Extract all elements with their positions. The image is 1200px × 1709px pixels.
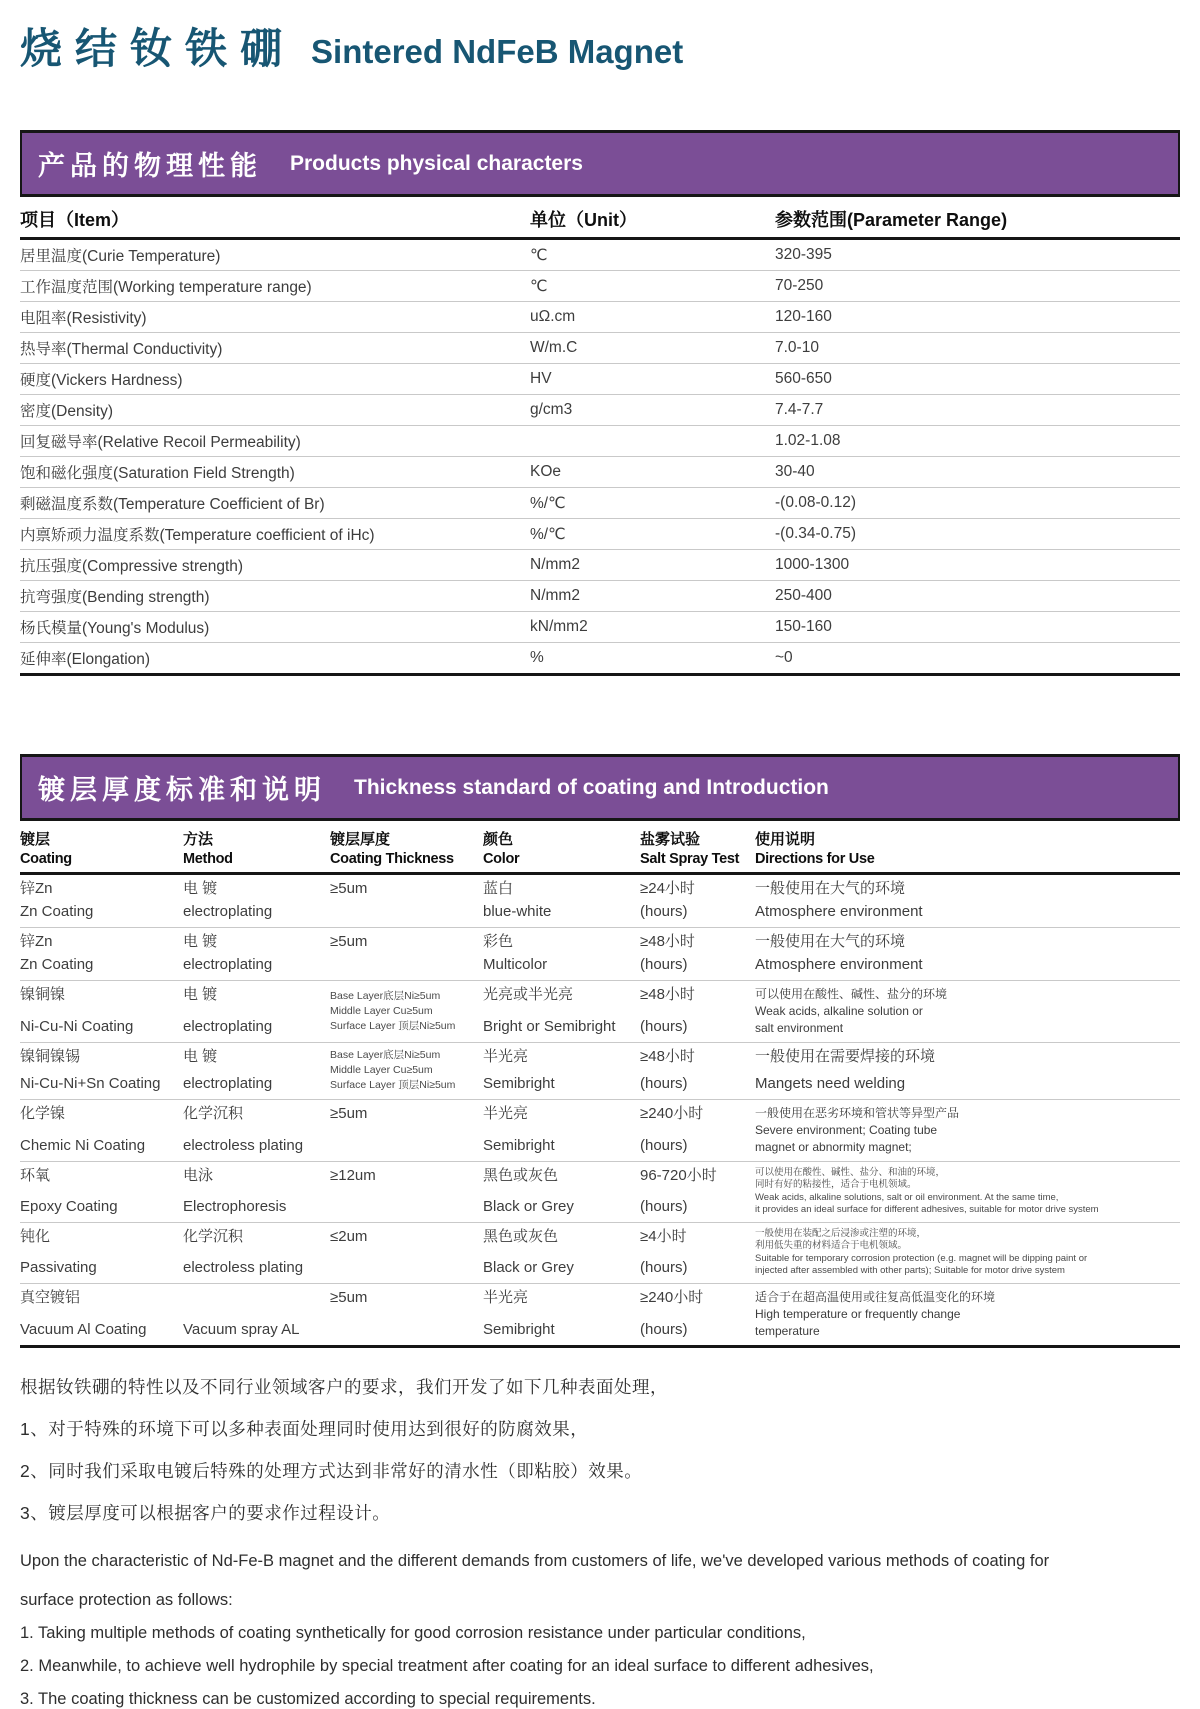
physical-cell-item: 内禀矫顽力温度系数(Temperature coefficient of iHc) [20, 527, 375, 544]
page-title-en: Sintered NdFeB Magnet [311, 33, 684, 70]
coating-cell-directions [755, 1105, 1180, 1156]
physical-cell-range: 7.0-10 [775, 339, 819, 356]
method-cn: 电泳 [183, 1166, 214, 1184]
coating-table-row [20, 1043, 1180, 1100]
coating-en: Ni-Cu-Ni+Sn Coating [20, 1074, 161, 1092]
physical-table-row [20, 302, 1180, 333]
coating-header-directions [755, 831, 1180, 868]
color-cn: 光亮或半光亮 [483, 985, 574, 1003]
thickness-line: Middle Layer Cu≥5um [330, 1064, 433, 1077]
directions-line: Mangets need welding [755, 1074, 906, 1092]
coating-cell-directions [755, 986, 1180, 1037]
physical-cell-range: -(0.34-0.75) [775, 525, 856, 542]
coating-cell-directions [755, 1228, 1180, 1278]
banner-physical-cn: 产品的物理性能 [38, 151, 262, 181]
coating-table-row [20, 1223, 1180, 1284]
coating-cell-directions [755, 1048, 1180, 1094]
method-en: electroless plating [183, 1258, 304, 1276]
method-cn: 电 镀 [183, 1047, 218, 1065]
physical-cell-item: 回复磁导率(Relative Recoil Permeability) [20, 434, 301, 451]
coating-cell-method [183, 1228, 330, 1278]
coating-header-directions-en: Directions for Use [755, 850, 875, 867]
coating-table-row [20, 875, 1180, 928]
method-en: electroplating [183, 1074, 273, 1092]
physical-cell-item: 热导率(Thermal Conductivity) [20, 341, 223, 358]
salt-en: (hours) [640, 1258, 688, 1276]
coating-cell-method [183, 1167, 330, 1217]
physical-cell-range: 250-400 [775, 587, 832, 604]
method-en: Electrophoresis [183, 1197, 287, 1215]
note-en-intro: Upon the characteristic of Nd-Fe-B magnet and the different demands from customers of life, we've developed various methods of coating for surface protection as follows: [20, 1551, 1050, 1609]
coating-header-thickness-en: Coating Thickness [330, 850, 454, 867]
physical-table [20, 199, 1180, 676]
notes-english [20, 1542, 1180, 1709]
physical-cell-range: 560-650 [775, 370, 832, 387]
thickness-line: ≤2um [330, 1227, 368, 1245]
directions-line: Severe environment; Coating tube [755, 1122, 938, 1137]
coating-cell-color [483, 880, 640, 922]
salt-cn: ≥4小时 [640, 1227, 687, 1245]
coating-table-body [20, 875, 1180, 1348]
thickness-line: ≥12um [330, 1166, 376, 1184]
coating-cell-coating [20, 1048, 183, 1094]
note-cn-line: 3、镀层厚度可以根据客户的要求作过程设计。 [20, 1502, 391, 1523]
directions-line: 利用低失重的材料适合于电机领域。 [755, 1240, 908, 1252]
physical-table-row [20, 364, 1180, 395]
thickness-line: ≥5um [330, 1288, 368, 1306]
color-cn: 彩色 [483, 932, 514, 950]
note-cn-line: 1、对于特殊的环境下可以多种表面处理同时使用达到很好的防腐效果， [20, 1418, 589, 1439]
physical-cell-range: ~0 [775, 649, 793, 666]
directions-line: Atmosphere environment [755, 903, 923, 921]
directions-line: magnet or abnormity magnet; [755, 1139, 912, 1154]
coating-cell-color [483, 986, 640, 1037]
color-cn: 蓝白 [483, 879, 514, 897]
directions-line: salt environment [755, 1020, 844, 1035]
coating-cell-color [483, 1048, 640, 1094]
physical-cell-unit: KOe [530, 463, 562, 480]
banner-physical-en: Products physical characters [290, 151, 583, 175]
physical-cell-unit: ℃ [530, 277, 548, 295]
physical-cell-unit: g/cm3 [530, 401, 573, 418]
coating-table-header [20, 823, 1180, 875]
physical-cell-range: 1.02-1.08 [775, 432, 841, 449]
physical-header-unit: 单位（Unit） [530, 210, 637, 230]
coating-cell-directions [755, 933, 1180, 975]
coating-cell-salt [640, 1289, 755, 1340]
thickness-line: ≥5um [330, 932, 368, 950]
coating-header-thickness-cn: 镀层厚度 [330, 831, 391, 848]
coating-cell-method [183, 933, 330, 975]
coating-header-method [183, 831, 330, 868]
coating-cn: 镍铜镍 [20, 985, 66, 1003]
coating-cell-coating [20, 1228, 183, 1278]
coating-cell-coating [20, 1289, 183, 1340]
physical-cell-unit: N/mm2 [530, 556, 580, 573]
color-cn: 半光亮 [483, 1104, 529, 1122]
coating-cell-salt [640, 1105, 755, 1156]
directions-line: Suitable for temporary corrosion protection (e.g. magnet will be dipping paint or [755, 1252, 1088, 1264]
note-en-item: 2. Meanwhile, to achieve well hydrophile by special treatment after coating for an ideal surface to different adhesives, [20, 1656, 874, 1675]
physical-table-row [20, 612, 1180, 643]
physical-cell-item: 工作温度范围(Working temperature range) [20, 279, 312, 296]
coating-header-color-en: Color [483, 850, 520, 867]
directions-line: injected after assembled with other parts); Suitable for motor drive system [755, 1265, 1065, 1277]
physical-cell-item: 抗弯强度(Bending strength) [20, 589, 210, 606]
physical-table-row [20, 643, 1180, 673]
method-en: electroplating [183, 903, 273, 921]
banner-coating-cn: 镀层厚度标准和说明 [38, 775, 326, 805]
coating-cell-color [483, 1228, 640, 1278]
coating-cell-thickness [330, 1228, 483, 1278]
coating-cell-method [183, 986, 330, 1037]
directions-line: 适合于在超高温使用或往复高低温变化的环境 [755, 1289, 996, 1304]
coating-header-coating-cn: 镀层 [20, 831, 51, 848]
coating-cell-color [483, 1289, 640, 1340]
coating-table-row [20, 928, 1180, 981]
physical-table-row [20, 457, 1180, 488]
coating-cell-directions [755, 1289, 1180, 1340]
coating-cell-method [183, 1105, 330, 1156]
color-en: Semibright [483, 1321, 555, 1339]
physical-cell-range: 150-160 [775, 618, 832, 635]
physical-cell-item: 居里温度(Curie Temperature) [20, 248, 221, 265]
physical-cell-item: 抗压强度(Compressive strength) [20, 558, 244, 575]
directions-line: temperature [755, 1323, 820, 1338]
coating-table-row [20, 1100, 1180, 1162]
coating-header-method-cn: 方法 [183, 831, 214, 848]
thickness-line: ≥5um [330, 879, 368, 897]
physical-cell-unit: kN/mm2 [530, 618, 588, 635]
color-en: Black or Grey [483, 1197, 574, 1215]
note-cn-line: 根据钕铁硼的特性以及不同行业领域客户的要求，我们开发了如下几种表面处理， [20, 1376, 668, 1397]
coating-header-thickness [330, 831, 483, 868]
coating-cn: 真空镀铝 [20, 1288, 81, 1306]
color-en: blue-white [483, 903, 552, 921]
coating-header-method-en: Method [183, 850, 233, 867]
coating-cell-method [183, 1048, 330, 1094]
coating-cell-thickness [330, 933, 483, 975]
thickness-line: Middle Layer Cu≥5um [330, 1004, 433, 1017]
coating-cn: 镍铜镍锡 [20, 1047, 81, 1065]
physical-cell-unit: ℃ [530, 246, 548, 264]
salt-en: (hours) [640, 1197, 688, 1215]
physical-cell-range: 30-40 [775, 463, 815, 480]
physical-cell-unit: uΩ.cm [530, 308, 576, 325]
physical-cell-unit: %/℃ [530, 494, 566, 512]
thickness-line: Base Layer底层Ni≥5um [330, 1048, 441, 1061]
coating-cell-salt [640, 1228, 755, 1278]
coating-cell-color [483, 1167, 640, 1217]
coating-cell-directions [755, 1167, 1180, 1217]
thickness-line: Surface Layer 顶层Ni≥5um [330, 1079, 456, 1092]
physical-table-body [20, 240, 1180, 676]
directions-line: Weak acids, alkaline solutions, salt or oil environment. At the same time, [755, 1191, 1059, 1203]
coating-header-directions-cn: 使用说明 [755, 831, 816, 848]
coating-cn: 环氧 [20, 1166, 51, 1184]
coating-header-color-cn: 颜色 [483, 831, 514, 848]
physical-table-row [20, 240, 1180, 271]
physical-cell-unit: N/mm2 [530, 587, 580, 604]
coating-table-row [20, 981, 1180, 1043]
color-en: Black or Grey [483, 1258, 574, 1276]
coating-cn: 锌Zn [20, 879, 53, 897]
coating-en: Epoxy Coating [20, 1197, 118, 1215]
coating-header-salt-cn: 盐雾试验 [640, 831, 701, 848]
physical-cell-item: 电阻率(Resistivity) [20, 310, 147, 327]
method-en: electroless plating [183, 1136, 304, 1154]
coating-cell-thickness [330, 986, 483, 1037]
color-en: Semibright [483, 1136, 555, 1154]
directions-line: Weak acids, alkaline solution or [755, 1003, 923, 1018]
note-cn-line: 2、同时我们采取电镀后特殊的处理方式达到非常好的清水性（即粘胶）效果。 [20, 1460, 643, 1481]
note-en-item: 3. The coating thickness can be customized according to special requirements. [20, 1689, 596, 1708]
coating-en: Vacuum Al Coating [20, 1321, 147, 1339]
page-title-cn: 烧结钕铁硼 [20, 25, 296, 72]
coating-cell-thickness [330, 1289, 483, 1340]
physical-cell-range: 1000-1300 [775, 556, 850, 573]
physical-cell-unit: HV [530, 370, 552, 387]
coating-cell-method [183, 880, 330, 922]
method-cn: 化学沉积 [183, 1227, 244, 1245]
page [0, 16, 1200, 1709]
coating-cell-thickness [330, 880, 483, 922]
coating-cell-salt [640, 1167, 755, 1217]
coating-cell-color [483, 933, 640, 975]
salt-cn: ≥48小时 [640, 985, 695, 1003]
physical-cell-item: 延伸率(Elongation) [20, 651, 151, 668]
coating-cell-coating [20, 1167, 183, 1217]
coating-header-coating-en: Coating [20, 850, 72, 867]
coating-cell-salt [640, 933, 755, 975]
directions-line: 一般使用在大气的环境 [755, 879, 906, 897]
salt-cn: ≥24小时 [640, 879, 695, 897]
salt-cn: ≥48小时 [640, 932, 695, 950]
method-cn: 电 镀 [183, 879, 218, 897]
coating-table-row [20, 1284, 1180, 1345]
physical-table-row [20, 271, 1180, 302]
directions-line: 可以使用在酸性、碱性、盐分、和油的环境， [755, 1166, 946, 1178]
thickness-line: Surface Layer 顶层Ni≥5um [330, 1020, 456, 1033]
physical-table-row [20, 333, 1180, 364]
physical-cell-unit: %/℃ [530, 525, 566, 543]
directions-line: 一般使用在装配之后浸渗或注塑的环境， [755, 1227, 927, 1239]
coating-header-salt [640, 831, 755, 868]
color-en: Bright or Semibright [483, 1018, 616, 1036]
doc-title [20, 16, 1180, 76]
physical-table-row [20, 550, 1180, 581]
physical-cell-range: 70-250 [775, 277, 824, 294]
salt-en: (hours) [640, 903, 688, 921]
thickness-line: ≥5um [330, 1104, 368, 1122]
physical-cell-range: 120-160 [775, 308, 832, 325]
physical-cell-range: 320-395 [775, 246, 832, 263]
coating-cell-thickness [330, 1167, 483, 1217]
physical-table-row [20, 519, 1180, 550]
method-en: electroplating [183, 1018, 273, 1036]
color-cn: 黑色或灰色 [483, 1166, 559, 1184]
coating-cell-coating [20, 880, 183, 922]
directions-line: 可以使用在酸性、碱性、盐分的环境 [755, 986, 948, 1001]
physical-table-row [20, 426, 1180, 457]
physical-header-range: 参数范围(Parameter Range) [775, 210, 1008, 230]
physical-table-header [20, 199, 1180, 240]
physical-cell-range: -(0.08-0.12) [775, 494, 856, 511]
coating-cell-salt [640, 1048, 755, 1094]
physical-cell-item: 饱和磁化强度(Saturation Field Strength) [20, 465, 295, 482]
coating-cell-coating [20, 986, 183, 1037]
physical-table-row [20, 488, 1180, 519]
notes-chinese [20, 1374, 1180, 1525]
coating-cell-salt [640, 880, 755, 922]
physical-table-row [20, 395, 1180, 426]
coating-table-row [20, 1162, 1180, 1223]
coating-cn: 化学镍 [20, 1104, 66, 1122]
color-en: Multicolor [483, 956, 548, 974]
method-cn: 电 镀 [183, 932, 218, 950]
directions-line: 同时有好的粘接性，适合于电机领域。 [755, 1179, 917, 1191]
color-cn: 黑色或灰色 [483, 1227, 559, 1245]
physical-table-row [20, 581, 1180, 612]
color-cn: 半光亮 [483, 1288, 529, 1306]
method-cn: 电 镀 [183, 985, 218, 1003]
physical-cell-item: 硬度(Vickers Hardness) [20, 372, 183, 389]
salt-en: (hours) [640, 956, 688, 974]
coating-en: Ni-Cu-Ni Coating [20, 1018, 134, 1036]
coating-cell-color [483, 1105, 640, 1156]
coating-cn: 锌Zn [20, 932, 53, 950]
physical-cell-item: 杨氏模量(Young's Modulus) [20, 620, 210, 637]
coating-cn: 钝化 [20, 1227, 51, 1245]
salt-cn: ≥240小时 [640, 1104, 704, 1122]
salt-cn: ≥240小时 [640, 1288, 704, 1306]
method-en: electroplating [183, 956, 273, 974]
salt-en: (hours) [640, 1136, 688, 1154]
coating-header-coating [20, 831, 183, 868]
section-banner-physical [20, 130, 1180, 197]
note-en-item: 1. Taking multiple methods of coating synthetically for good corrosion resistance under particular conditions, [20, 1623, 806, 1642]
physical-cell-range: 7.4-7.7 [775, 401, 824, 418]
physical-cell-item: 剩磁温度系数(Temperature Coefficient of Br) [20, 496, 325, 513]
coating-header-salt-en: Salt Spray Test [640, 850, 740, 867]
directions-line: 一般使用在需要焊接的环境 [755, 1047, 936, 1065]
coating-cell-thickness [330, 1048, 483, 1094]
salt-cn: 96-720小时 [640, 1166, 717, 1184]
directions-line: 一般使用在大气的环境 [755, 932, 906, 950]
coating-en: Zn Coating [20, 956, 94, 974]
color-en: Semibright [483, 1074, 555, 1092]
coating-en: Passivating [20, 1258, 97, 1276]
salt-en: (hours) [640, 1018, 688, 1036]
salt-en: (hours) [640, 1321, 688, 1339]
physical-cell-unit: % [530, 649, 544, 666]
method-en: Vacuum spray AL [183, 1321, 300, 1339]
coating-cell-method [183, 1289, 330, 1340]
directions-line: Atmosphere environment [755, 956, 923, 974]
directions-line: it provides an ideal surface for different adhesives, suitable for motor drive system [755, 1204, 1099, 1216]
coating-cell-coating [20, 933, 183, 975]
coating-cell-salt [640, 986, 755, 1037]
banner-coating-en: Thickness standard of coating and Introduction [354, 775, 829, 799]
directions-line: 一般使用在恶劣环境和管状等异型产品 [755, 1105, 960, 1120]
coating-cell-directions [755, 880, 1180, 922]
color-cn: 半光亮 [483, 1047, 529, 1065]
physical-header-item: 项目（Item） [20, 210, 130, 230]
directions-line: High temperature or frequently change [755, 1306, 961, 1321]
coating-table [20, 823, 1180, 1348]
physical-cell-unit: W/m.C [530, 339, 578, 356]
physical-cell-item: 密度(Density) [20, 403, 114, 420]
salt-en: (hours) [640, 1074, 688, 1092]
coating-en: Zn Coating [20, 903, 94, 921]
coating-cell-coating [20, 1105, 183, 1156]
thickness-line: Base Layer底层Ni≥5um [330, 989, 441, 1002]
section-banner-coating [20, 754, 1180, 821]
coating-header-color [483, 831, 640, 868]
method-cn: 化学沉积 [183, 1104, 244, 1122]
coating-en: Chemic Ni Coating [20, 1136, 146, 1154]
coating-cell-thickness [330, 1105, 483, 1156]
salt-cn: ≥48小时 [640, 1047, 695, 1065]
